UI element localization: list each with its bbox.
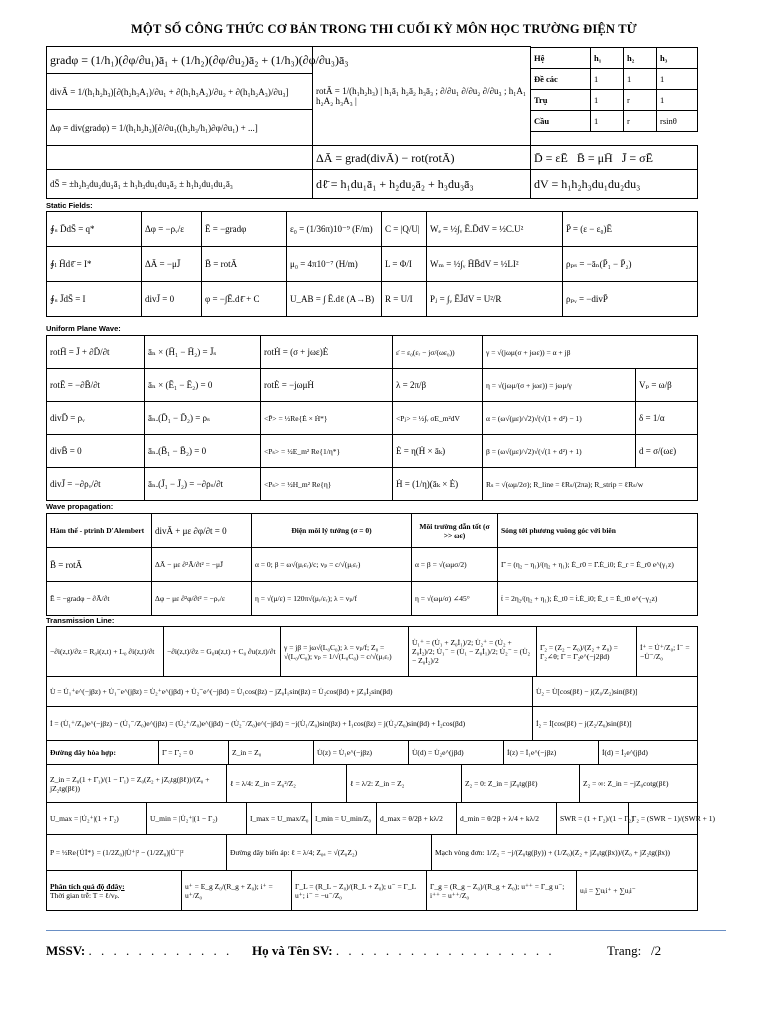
material-relations	[531, 146, 698, 170]
plane-cell: āₙ.(B̄₁ − B̄₂) = 0	[145, 435, 261, 468]
plane-cell: Ḣ = (1/η)(āₖ × Ė)	[393, 468, 483, 501]
tline-cell: U̇(d) = U̇₂e^(jβd)	[409, 741, 504, 765]
tline-cell: −∂i(z,t)/∂z = G₀u(z,t) + C₀ ∂u(z,t)/∂t	[164, 627, 281, 677]
prop-cell: Môi trường dẫn tốt (σ >> ωε)	[412, 514, 498, 548]
section-transmission-line: Transmission Line:	[46, 616, 115, 625]
coord-cell: 1	[624, 69, 657, 90]
section-wave-propagation: Wave propagation:	[46, 502, 114, 511]
static-cell: ρₚₛ = −āₙ(P̄₁ − P̄₂)	[563, 247, 698, 282]
plane-cell: rotĖ = −jωμḢ	[261, 369, 393, 402]
page-field	[607, 943, 661, 959]
static-cell: ∮ₛ J̄dS̄ = I	[47, 282, 142, 317]
prop-cell: Hàm thế - ptrình D'Alembert	[47, 514, 152, 548]
coord-cartesian: Đề các	[531, 69, 591, 90]
plane-cell: āₙ × (Ē₁ − Ē₂) = 0	[145, 369, 261, 402]
coord-header-h2: h₂	[624, 48, 657, 69]
plane-cell: āₙ.(J̄₁ − J̄₂) = −∂ρₛ/∂t	[145, 468, 261, 501]
transient-table	[46, 870, 698, 911]
static-cell: B̄ = rotĀ	[202, 247, 287, 282]
static-cell: divJ̄ = 0	[142, 282, 202, 317]
coord-cell: 1	[657, 90, 698, 111]
tline-cell: P = ½Re{U̇İ*} = (1/2Z₀)|U̇⁺|² − (1/2Z₀)|U̇⁻|²	[47, 835, 227, 871]
prop-cell: Δφ − με ∂²φ/∂t² = −ρᵥ/ε	[152, 582, 252, 616]
plane-cell: divJ̄ = −∂ρᵥ/∂t	[47, 468, 145, 501]
plane-cell: divD̄ = ρᵥ	[47, 402, 145, 435]
plane-cell: <Pⱼ> = ½∫ᵥ σE_m²dV	[393, 402, 483, 435]
plane-cell: δ = 1/α	[636, 402, 698, 435]
coord-spherical: Cầu	[531, 111, 591, 132]
div-formula: divĀ = 1/(h₁h₂h₃)[∂(h₂h₃A₁)/∂u₁ + ∂(h₁h₃A₂)/∂u₂ + ∂(h₁h₂A₃)/∂u₃]	[47, 74, 313, 110]
tline-cell: U̇(z) = U̇₁e^(−jβz)	[314, 741, 409, 765]
name-label: Họ và Tên SV:	[252, 943, 333, 958]
prop-cell: Sóng tới phương vuông góc với biên	[498, 514, 698, 548]
prop-cell: divĀ + με ∂φ/∂t = 0	[152, 514, 252, 548]
tline-cell: uᵢi = ∑uᵢi⁺ + ∑uᵢi⁻	[577, 871, 698, 911]
static-cell: U_AB = ∫ Ē.dℓ (A→B)	[287, 282, 382, 317]
matched-line-label: Đường dây hòa hợp:	[47, 741, 159, 765]
static-fields-table	[46, 211, 698, 317]
tline-cell: U̇₁⁺ = (U̇₁ + Z₀İ₁)/2; U̇₂⁺ = (U̇₂ + Z₀İ₂)/2; U̇₁⁻ = (U̇₁ − Z₀İ₁)/2; U̇₂⁻ = (U̇₂ − Z₀İ₂)/2	[409, 627, 537, 677]
page-label: Trang:	[607, 943, 642, 958]
plane-wave-table	[46, 335, 698, 501]
coord-cell: 1	[657, 69, 698, 90]
tline-cell: I_min = U_min/Z₀	[312, 803, 377, 835]
mssv-label: MSSV:	[46, 943, 86, 958]
tline-i2: İ₂ = İ[cos(βℓ) − j(Z₂/Z₀)sin(βℓ)]	[533, 707, 698, 741]
wave-propagation-table	[46, 513, 698, 616]
static-cell: ΔĀ = −μJ̄	[142, 247, 202, 282]
ds-formula: dS̄ = ±h₂h₃du₂du₃ā₁ ± h₁h₃du₁du₃ā₂ ± h₁h₂du₁du₂ā₃	[47, 170, 313, 199]
dv-formula: dV = h₁h₂h₃du₁du₂du₃	[531, 170, 698, 199]
tline-cell: Z₂ = ∞: Z_in = −jZ₀cotg(βℓ)	[580, 765, 698, 803]
tline-cell: u⁺ = E_g Z₀/(R_g + Z₀); i⁺ = u⁺/Z₀	[182, 871, 292, 911]
grad-formula: gradφ = (1/h₁)(∂φ/∂u₁)ā₁ + (1/h₂)(∂φ/∂u₂)ā₂ + (1/h₃)(∂φ/∂u₃)ā₃	[47, 47, 313, 74]
prop-cell: ṫ = 2η₂/(η₂ + η₁); Ė_t0 = ṫ.Ė_i0; Ė_t = Ė_t0 e^(−γ₂z)	[498, 582, 698, 616]
transient-label-cell	[47, 871, 182, 911]
tline-voltage: U̇ = U̇₁⁺e^(−jβz) + U̇₁⁻e^(jβz) = U̇₂⁺e^(jβd) + U̇₂⁻e^(−jβd) = U̇₁cos(βz) − jZ₀İ₁sin(βz) = U̇₂cos(βd) + jZ₀İ₂sin(βd)	[47, 677, 533, 707]
prop-cell: Γ̇ = (η₂ − η₁)/(η₂ + η₁); Ė_r0 = Γ̇.Ė_i0; Ė_r = Ė_r0 e^(γ₁z)	[498, 548, 698, 582]
standing-wave-table	[46, 802, 715, 835]
static-cell: Wₑ = ½∫ᵥ Ē.D̄dV = ½C.U²	[427, 212, 563, 247]
coord-header-h1: h₁	[591, 48, 624, 69]
prop-cell: η = √(μ/ε) = 120π√(μᵣ/εᵣ); λ = vₚ/f	[252, 582, 412, 616]
plane-cell: rotH̄ = J̄ + ∂D̄/∂t	[47, 336, 145, 369]
tline-cell: Z_in = Z₀	[229, 741, 314, 765]
delay-time: Thời gian trễ: T = ℓ/vₚ.	[50, 890, 120, 900]
transient-label: Phân tích quá độ đdây:	[50, 881, 125, 891]
plane-cell: rotḢ = (σ + jωε)Ė	[261, 336, 393, 369]
footer-divider	[46, 930, 726, 931]
tline-cell: Mạch vòng đơn: 1/Z₂ = −j/(Z₀tg(βy)) + (1/Z₀)(Z₂ + jZ₀tg(βx))/(Z₀ + jZ₂tg(βx))	[432, 835, 698, 871]
name-dots: . . . . . . . . . . . . . . . . . .	[335, 943, 555, 958]
tline-cell: Γ̇ = Γ̇₂ = 0	[159, 741, 229, 765]
tline-cell: İ(d) = İ₂e^(jβd)	[599, 741, 698, 765]
static-cell: Ē = −gradφ	[202, 212, 287, 247]
static-cell: Pⱼ = ∫ᵥ ĒJ̄dV = U²/R	[427, 282, 563, 317]
prop-cell: α = β = √(ωμσ/2)	[412, 548, 498, 582]
plane-cell: α = (ω√(με)/√2)√(√(1 + d²) − 1)	[483, 402, 636, 435]
power-table	[46, 834, 698, 871]
static-cell: Δφ = −ρᵥ/ε	[142, 212, 202, 247]
static-cell: μ₀ = 4π10⁻⁷ (H/m)	[287, 247, 382, 282]
coord-cell: 1	[591, 69, 624, 90]
plane-cell: Rₛ = √(ωμ/2σ); R_line = ℓRₛ/(2πa); R_strip = ℓRₛ/w	[483, 468, 698, 501]
plane-cell: ε̇ = ε₀(εᵣ − jσ/(ωε₀))	[393, 336, 483, 369]
page-title: MỘT SỐ CÔNG THỨC CƠ BẢN TRONG THI CUỐI KỲ MÔN HỌC TRƯỜNG ĐIỆN TỪ	[131, 22, 637, 36]
plane-cell: āₙ.(D̄₁ − D̄₂) = ρₛ	[145, 402, 261, 435]
plane-cell: Vₚ = ω/β	[636, 369, 698, 402]
plane-cell: āₙ × (H̄₁ − H̄₂) = J̄ₛ	[145, 336, 261, 369]
prop-cell: Điện môi lý tưởng (σ = 0)	[252, 514, 412, 548]
tline-cell: ℓ = λ/2: Z_in = Z₂	[347, 765, 462, 803]
tline-cell: Z₂ = 0: Z_in = jZ₀tg(βℓ)	[462, 765, 580, 803]
tline-cell: d_min = θ/2β + λ/4 + kλ/2	[457, 803, 557, 835]
tline-cell: I_max = U_max/Z₀	[247, 803, 312, 835]
coord-cell: 1	[591, 111, 624, 132]
b-equals-mu-h: B̄ = μH̄	[576, 150, 613, 165]
static-cell: C = |Q/U|	[382, 212, 427, 247]
coord-cell: rsinθ	[657, 111, 698, 132]
section-uniform-plane-wave: Uniform Plane Wave:	[46, 324, 121, 333]
plane-cell: β = (ω√(με)/√2)√(√(1 + d²) + 1)	[483, 435, 636, 468]
j-equals-sigma-e: J̄ = σĒ	[621, 150, 653, 165]
tline-cell: Đường dây biến áp: ℓ = λ/4; Z₀ₐ = √(Z₀Z₂)	[227, 835, 432, 871]
static-cell: P̄ = (ε − ε₀)Ē	[563, 212, 698, 247]
plane-cell: d = σ/(ωε)	[636, 435, 698, 468]
matched-line-table	[46, 740, 698, 765]
plane-cell: rotĒ = −∂B̄/∂t	[47, 369, 145, 402]
transmission-line-table-b	[46, 676, 698, 741]
static-cell: ε₀ = (1/36π)10⁻⁹ (F/m)	[287, 212, 382, 247]
static-cell: ρₚᵥ = −divP̄	[563, 282, 698, 317]
ds-cell	[47, 146, 313, 170]
name-field	[252, 943, 555, 959]
plane-cell: Ė = η(Ḣ × āₖ)	[393, 435, 483, 468]
plane-cell: <Pₛ> = ½E_m² Re{1/η*}	[261, 435, 393, 468]
plane-cell: <P̄> = ½Re{Ė × Ḣ*}	[261, 402, 393, 435]
prop-cell: α = 0; β = ω√(μᵣεᵣ)/c; vₚ = c/√(μᵣεᵣ)	[252, 548, 412, 582]
plane-cell: divB̄ = 0	[47, 435, 145, 468]
tline-cell: Γ_g = (R_g − Z₀)/(R_g + Z₀); u⁺⁺ = Γ_g u⁻; i⁺⁺ = u⁺⁺/Z₀	[427, 871, 577, 911]
coord-cell: r	[624, 90, 657, 111]
transmission-line-table-a	[46, 626, 698, 677]
tline-cell: İ(z) = İ₁e^(−jβz)	[504, 741, 599, 765]
static-cell: R = U/I	[382, 282, 427, 317]
rot-formula: rotĀ = 1/(h₁h₂h₃) | h₁ā₁ h₂ā₂ h₃ā₃ ; ∂/∂u₁ ∂/∂u₂ ∂/∂u₃ ; h₁A₁ h₂A₂ h₃A₃ |	[313, 47, 531, 146]
tline-cell: U_min = |U̇₂⁺|(1 − Γ₂)	[147, 803, 247, 835]
tline-cell: Z_in = Z₀(1 + Γ̇₁)/(1 − Γ̇₁) = Z₀(Z₂ + jZ₀tg(βℓ))/(Z₀ + jZ₂tg(βℓ))	[47, 765, 227, 803]
coordinate-table	[530, 47, 698, 132]
section-static-fields: Static Fields:	[46, 201, 93, 210]
coord-header-h3: h₃	[657, 48, 698, 69]
tline-cell: d_max = θ/2β + kλ/2	[377, 803, 457, 835]
laplace-formula: Δφ = div(gradφ) = 1/(h₁h₂h₃)[∂/∂u₁((h₂h₃/h₁)∂φ/∂u₁) + ...]	[47, 110, 313, 146]
plane-cell: γ = √(jωμ(σ + jωε)) = α + jβ	[483, 336, 698, 369]
static-cell: L = Φ/I	[382, 247, 427, 282]
tline-cell: SWR = (1 + Γ₂)/(1 − Γ₂)	[557, 803, 629, 835]
coord-cylindrical: Trụ	[531, 90, 591, 111]
vector-laplacian: ΔĀ = grad(divĀ) − rot(rotĀ)	[313, 146, 531, 170]
tline-cell: ℓ = λ/4: Z_in = Z₀²/Z₂	[227, 765, 347, 803]
coord-cell: r	[624, 111, 657, 132]
coord-header-system: Hệ	[531, 48, 591, 69]
tline-cell: −∂i(z,t)/∂z = R₀i(z,t) + L₀ ∂i(z,t)/∂t	[47, 627, 164, 677]
input-impedance-table	[46, 764, 698, 803]
tline-cell: Γ̇₂ = (Z₂ − Z₀)/(Z₂ + Z₀) = Γ₂∠θ; Γ̇ = Γ̇₂e^(−j2βd)	[537, 627, 637, 677]
mssv-field	[46, 943, 232, 959]
plane-cell: λ = 2π/β	[393, 369, 483, 402]
plane-cell: η = √(jωμ/(σ + jωε)) = jωμ/γ	[483, 369, 636, 402]
static-cell: ∮ₛ D̄dS̄ = q*	[47, 212, 142, 247]
tline-current: İ = (U̇₁⁺/Z₀)e^(−jβz) − (U̇₁⁻/Z₀)e^(jβz) = (U̇₂⁺/Z₀)e^(jβd) − (U̇₂⁻/Z₀)e^(−jβd) = −j(U̇₁/Z₀)sin(βz) + İ₁cos(βz) = j(U̇₂/Z₀)sin(βd) + İ₂cos(βd)	[47, 707, 533, 741]
page-total: /2	[650, 943, 662, 958]
coord-cell: 1	[591, 90, 624, 111]
prop-cell: η = √(ωμ/σ) ∠45°	[412, 582, 498, 616]
prop-cell: Ē = −gradφ − ∂Ā/∂t	[47, 582, 152, 616]
dl-formula: dℓ̄ = h₁du₁ā₁ + h₂du₂ā₂ + h₃du₃ā₃	[313, 170, 531, 199]
plane-cell: <Pₛ> = ½H_m² Re{η}	[261, 468, 393, 501]
differential-elements-table	[46, 145, 698, 199]
tline-cell: γ = jβ = jω√(L₀C₀); λ = vₚ/f; Z₀ = √(L₀/C₀); vₚ = 1/√(L₀C₀) = c/√(μᵣεᵣ)	[281, 627, 409, 677]
static-cell: φ = −∫Ē.dℓ̄ + C	[202, 282, 287, 317]
prop-cell: B̄ = rotĀ	[47, 548, 152, 582]
tline-cell: Γ₂ = (SWR − 1)/(SWR + 1)	[629, 803, 698, 835]
tline-u2: U̇₂ = U̇[cos(βℓ) − j(Z₀/Z₂)sin(βℓ)]	[533, 677, 698, 707]
d-equals-eps-e: D̄ = εĒ	[534, 150, 568, 165]
static-cell: Wₘ = ½∫ᵥ H̄B̄dV = ½LI²	[427, 247, 563, 282]
static-cell: ∮ₗ H̄dℓ̄ = I*	[47, 247, 142, 282]
prop-cell: ΔĀ − με ∂²Ā/∂t² = −μJ̄	[152, 548, 252, 582]
mssv-dots: . . . . . . . . . . . .	[88, 943, 233, 958]
vector-calculus-table	[46, 46, 531, 146]
tline-cell: Γ_L = (R_L − Z₀)/(R_L + Z₀); u⁻ = Γ_L u⁺; i⁻ = −u⁻/Z₀	[292, 871, 427, 911]
tline-cell: U_max = |U̇₂⁺|(1 + Γ₂)	[47, 803, 147, 835]
tline-cell: İ⁺ = U̇⁺/Z₀; İ⁻ = −U̇⁻/Z₀	[637, 627, 698, 677]
